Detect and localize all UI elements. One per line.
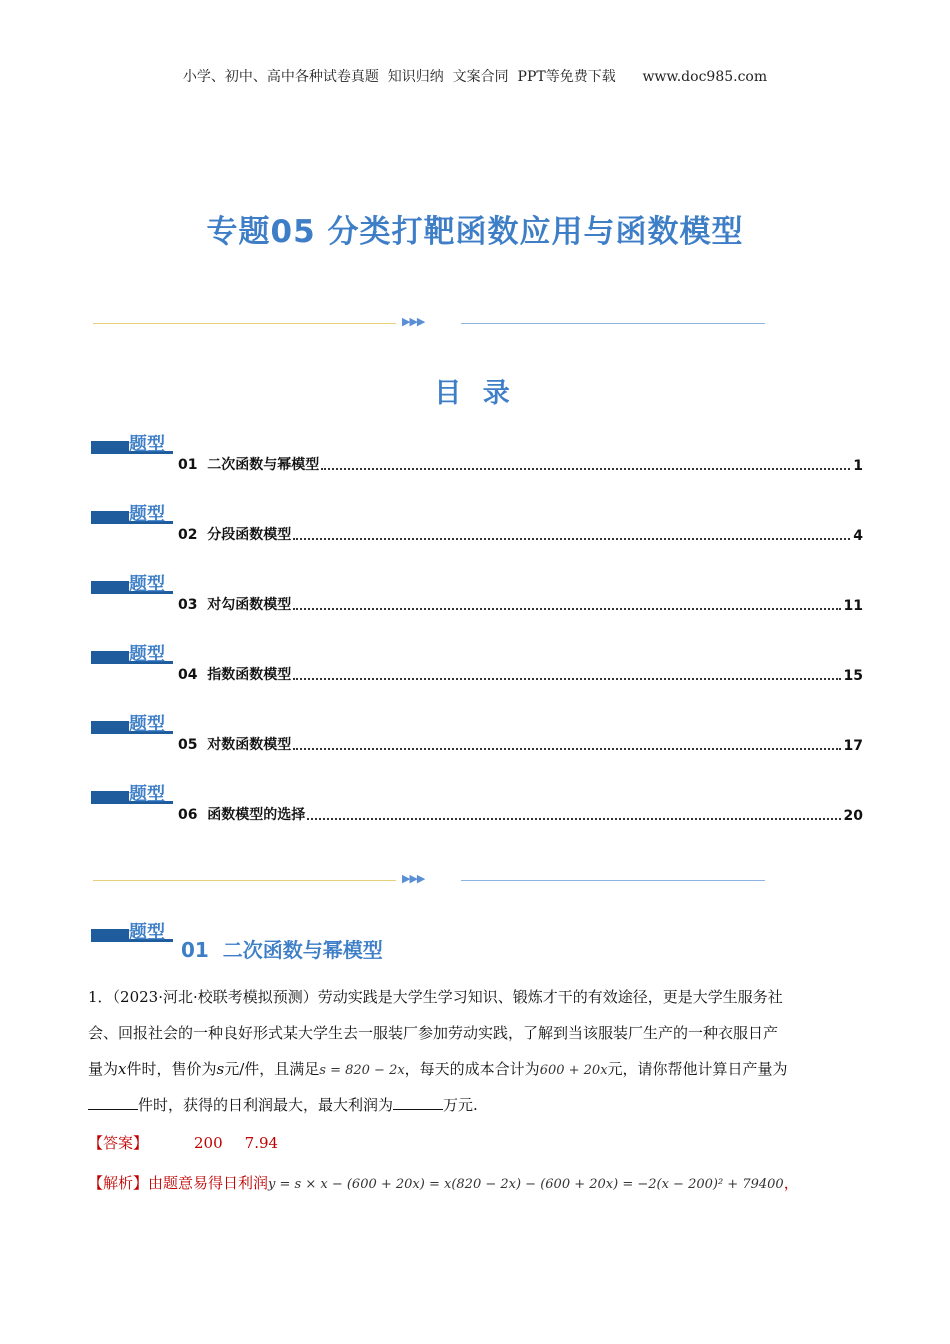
- badge-icon: 题型: [91, 920, 173, 945]
- toc-title: 目 录: [434, 378, 516, 409]
- question-line-4: 件时，获得的日利润最大，最大利润为 万元.: [88, 1088, 866, 1123]
- badge-icon: 题型: [91, 572, 173, 597]
- question-line-3: 量为x件时，售价为s元/件，且满足s = 820 − 2x，每天的成本合计为600 + 20x元，请你帮他计算日产量为: [88, 1060, 788, 1078]
- toc-item-1[interactable]: 01 二次函数与幂模型 1: [178, 457, 863, 474]
- divider-bottom: [93, 872, 765, 887]
- formula-profit: y = s × x − (600 + 20x) = x(820 − 2x) − (600 + 20x) = −2(x − 200)² + 79400: [268, 1177, 784, 1192]
- badge-icon: 题型: [91, 432, 173, 457]
- arrows-icon: ▶▶▶: [402, 872, 425, 885]
- toc-item-3[interactable]: 03 对勾函数模型 11: [178, 597, 863, 614]
- arrows-icon: ▶▶▶: [402, 315, 425, 328]
- formula-price: s = 820 − 2x: [319, 1063, 405, 1078]
- answer-line: [88, 1126, 866, 1161]
- answer-label: 【答案】: [88, 1134, 149, 1152]
- answer-value-1: 200: [194, 1134, 223, 1152]
- page-header: 小学、初中、高中各种试卷真题 知识归纳 文案合同 PPT等免费下载 www.doc985.com: [182, 69, 768, 85]
- toc-item-2[interactable]: 02 分段函数模型 4: [178, 527, 863, 544]
- page-title: 专题05 分类打靶函数应用与函数模型: [206, 214, 744, 250]
- formula-cost: 600 + 20x: [539, 1063, 608, 1078]
- question-line-2: 会、回报社会的一种良好形式某大学生去一服装厂参加劳动实践，了解到当该服装厂生产的一种衣服日产: [88, 1024, 779, 1042]
- analysis-line: 【解析】由题意易得日利润y = s × x − (600 + 20x) = x(820 − 2x) − (600 + 20x) = −2(x − 200)² + 79400，: [88, 1174, 799, 1192]
- analysis-label: 【解析】: [88, 1174, 149, 1192]
- badge-icon: 题型: [91, 502, 173, 527]
- toc-item-5[interactable]: 05 对数函数模型 17: [178, 737, 863, 754]
- badge-icon: 题型: [91, 642, 173, 667]
- toc-item-6[interactable]: 06 函数模型的选择 20: [178, 807, 863, 824]
- answer-blank-1[interactable]: [88, 1095, 138, 1110]
- badge-icon: 题型: [91, 712, 173, 737]
- badge-icon: 题型: [91, 782, 173, 807]
- answer-value-2: 7.94: [244, 1134, 279, 1152]
- question-line-1: 1．（2023·河北·校联考模拟预测）劳动实践是大学生学习知识、锻炼才干的有效途径，更是大学生服务社: [88, 988, 783, 1006]
- answer-blank-2[interactable]: [393, 1095, 443, 1110]
- toc-item-4[interactable]: 04 指数函数模型 15: [178, 667, 863, 684]
- section-heading: 01 二次函数与幂模型: [181, 938, 383, 962]
- divider-top: [93, 315, 765, 330]
